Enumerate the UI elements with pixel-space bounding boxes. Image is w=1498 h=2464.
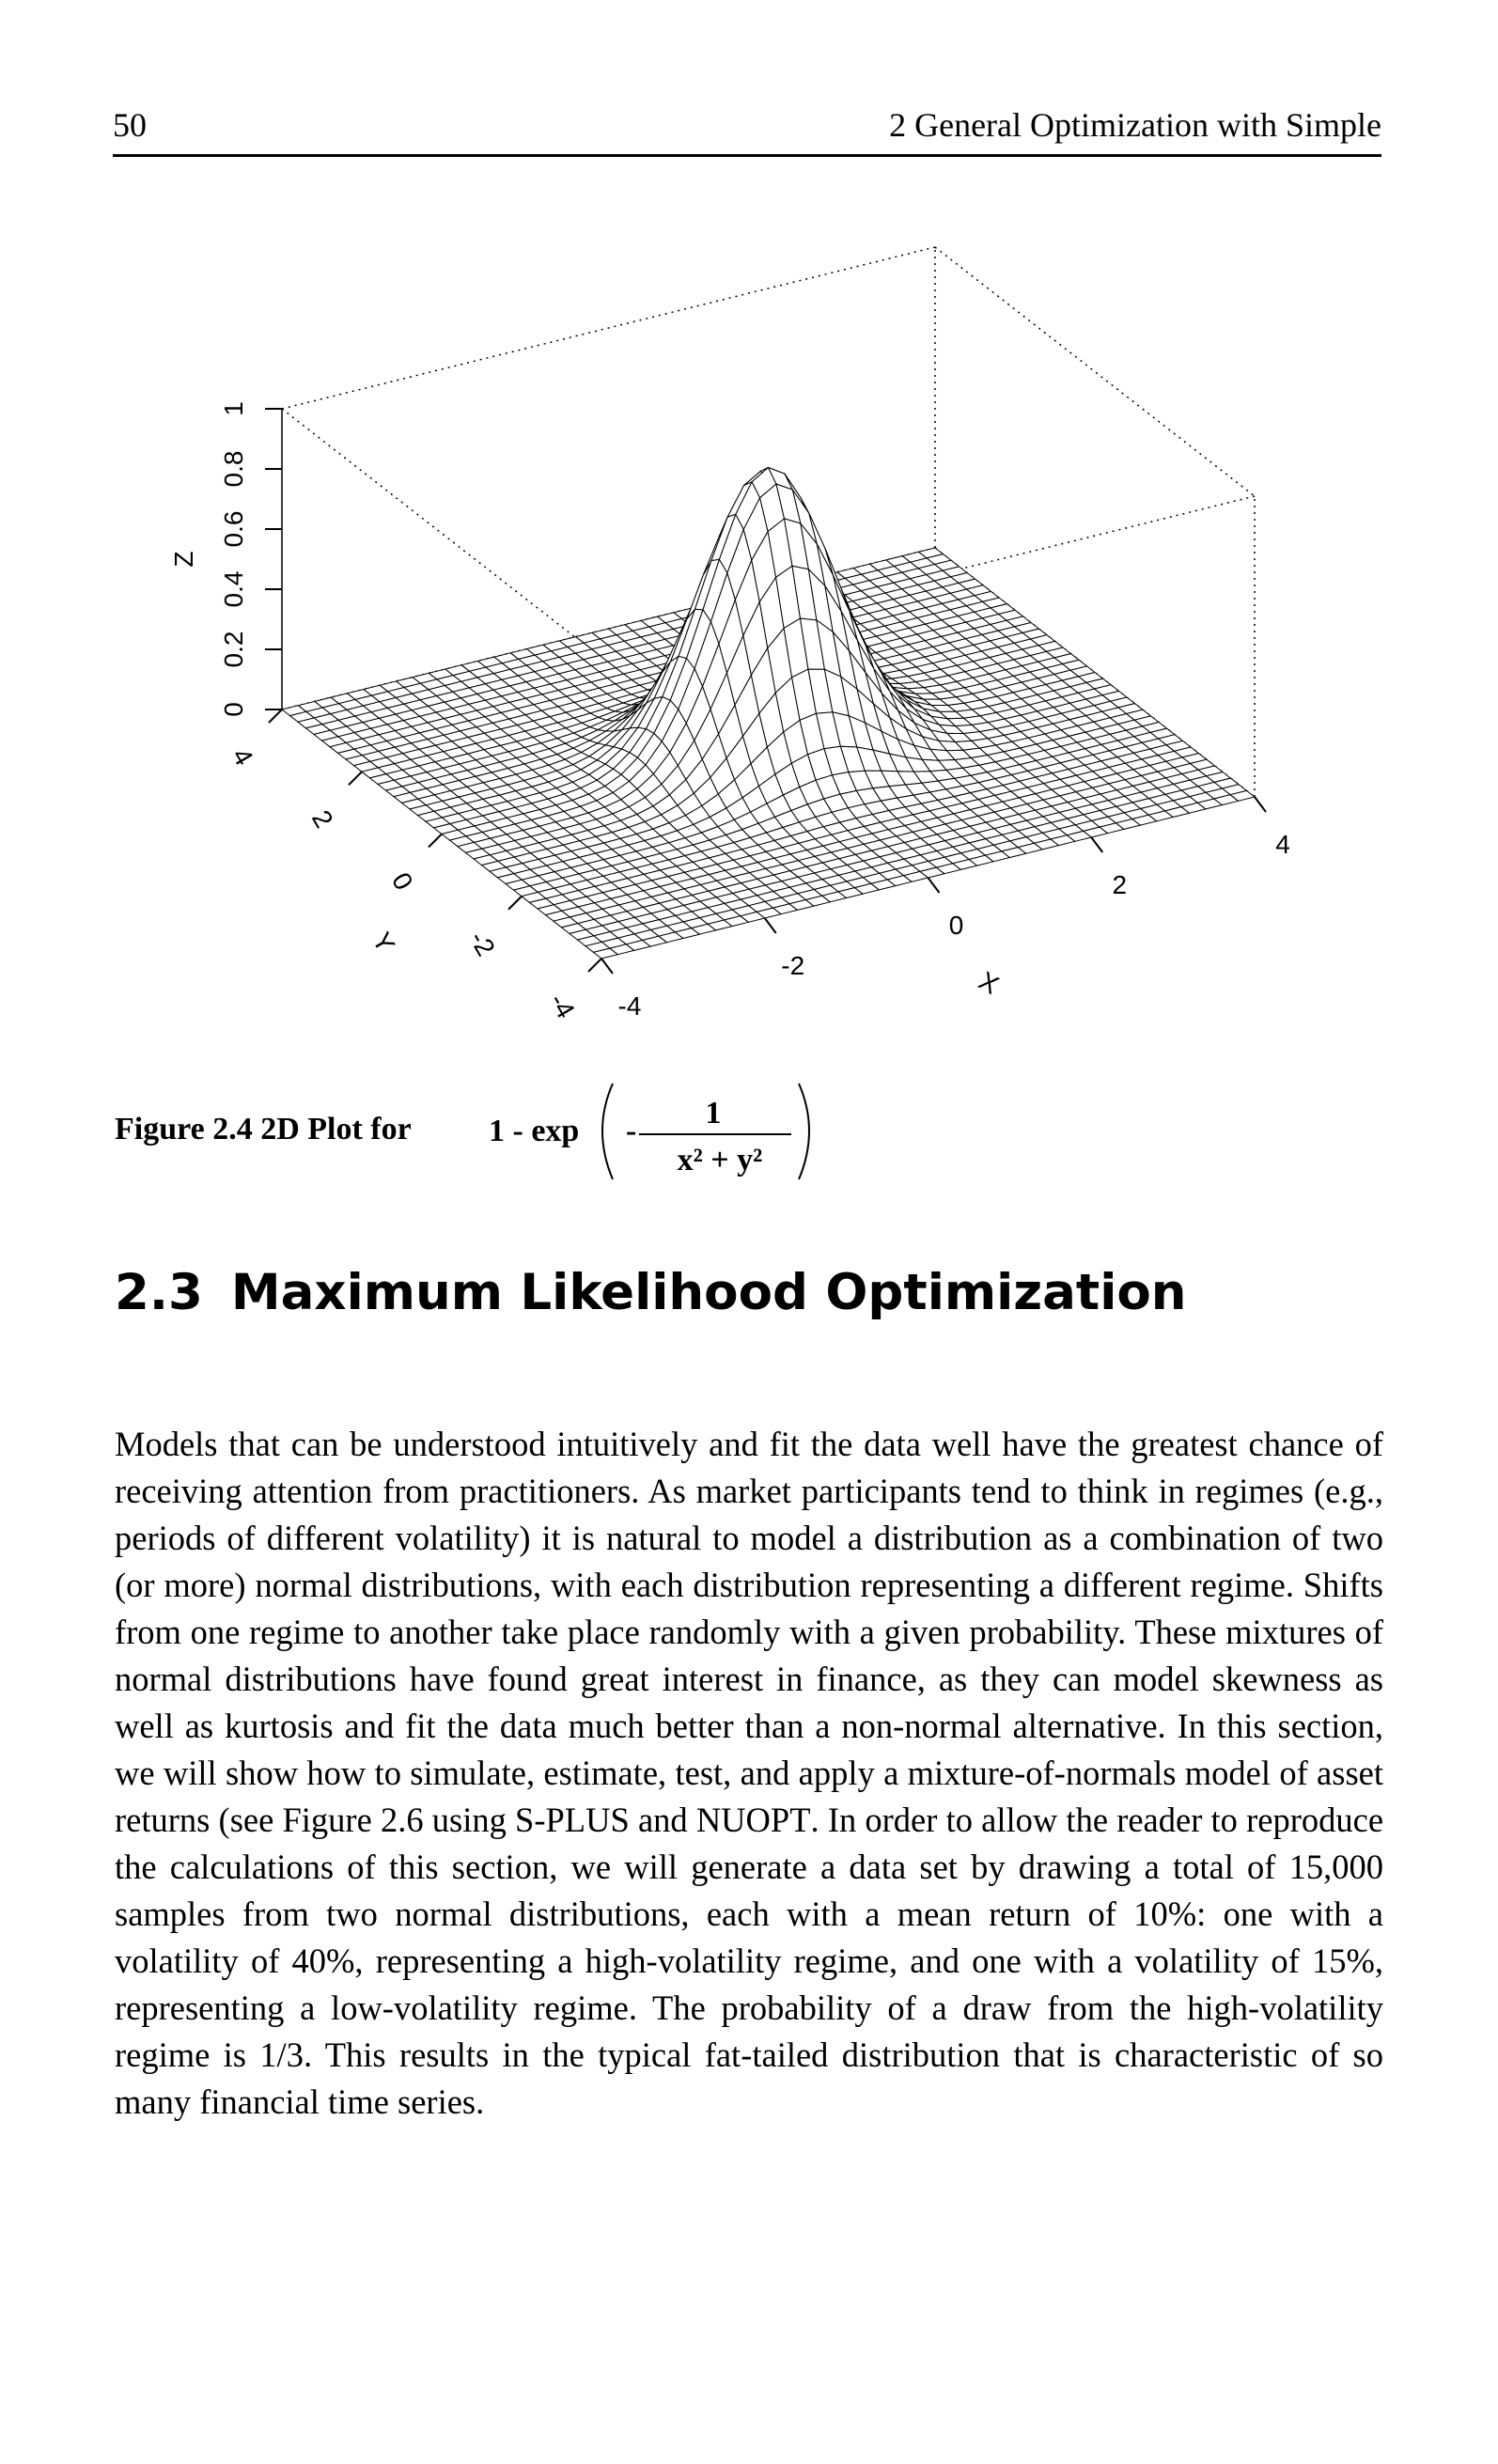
box-edge (935, 247, 1255, 496)
y-tick-label: -4 (543, 988, 581, 1023)
y-tick-label: -2 (463, 926, 501, 961)
paragraph-text-3: . This results in the typical fat-tailed distribution that is characteristic of so many financial time series. (115, 2035, 1384, 2121)
x-tick-label: 0 (948, 911, 964, 940)
formula-minus: - (626, 1114, 637, 1148)
surface-mesh (282, 468, 1255, 959)
page-number: 50 (113, 106, 147, 144)
z-tick-label: 0.4 (219, 570, 248, 608)
y-tick-label: 2 (305, 805, 339, 833)
x-tick-label: 4 (1275, 830, 1290, 859)
tick-mark (1091, 837, 1102, 852)
formula-left-paren (602, 1084, 613, 1179)
surface-plot (0, 0, 1498, 1062)
one-third-fraction: 1/3 (259, 2035, 304, 2074)
formula-right-paren (799, 1084, 809, 1179)
y-axis-label: Y (367, 927, 401, 958)
tick-mark (928, 878, 940, 893)
paragraph-text-1: Models that can be understood intuitively and fit the data well have the greatest chance of receiving attention from practitioners. As market participants tend to think in regimes (e.g., periods of different volatility) it is natural to model a distribution as a combination of two (or more) normal distributions, with each distribution representing a different regime. Shifts from one regime to another take place randomly with a given probability. These mixtures of normal distributions have found great interest in finance, as they can model skewness as well as kurtosis and fit the data much better than a non-normal alternative. In this section, we will show how to simulate, estimate, test, and apply a mixture-of-normals model of asset returns (see Figure 2.6 using (115, 1425, 1383, 1839)
box-edge (282, 409, 601, 658)
z-axis-label: Z (169, 551, 198, 568)
z-tick-label: 1 (219, 401, 248, 416)
tick-mark (588, 959, 601, 972)
tick-mark (349, 772, 362, 785)
x-axis-label: X (974, 965, 1005, 1000)
y-tick-label: 0 (385, 867, 419, 896)
running-title: 2 General Optimization with Simple (889, 106, 1381, 144)
section-title: Maximum Likelihood Optimization (230, 1264, 1187, 1321)
caption-label: Figure 2.4 2D Plot for (115, 1112, 412, 1146)
z-tick-label: 0.2 (219, 631, 248, 668)
tick-mark (508, 897, 522, 910)
formula-numerator: 1 (705, 1096, 722, 1131)
paragraph-and: and (637, 1801, 688, 1839)
y-tick-label: 4 (226, 742, 259, 771)
paragraph-text-2: . In order to allow the reader to reproduce the calculations of this section, we will generate a data set by drawing a total of 15,000 samples from two normal distributions, each with a mean return of 10%: one with a volatility of 40%, representing a high-volatility regime, and one with a volatility of 15%, representing a low-volatility regime. The probability of a draw from the high-volatility regime is (115, 1801, 1384, 2074)
tick-mark (429, 834, 442, 848)
tick-mark (765, 918, 776, 933)
formula-prefix: 1 - exp (489, 1114, 580, 1148)
box-edge (282, 247, 935, 409)
x-tick-label: 2 (1112, 870, 1128, 899)
tick-mark (1255, 797, 1266, 812)
caption-formula (115, 1076, 960, 1189)
x-tick-label: -4 (617, 991, 642, 1021)
z-tick-label: 0 (219, 702, 248, 717)
body-paragraph (115, 1421, 1383, 2126)
formula-denominator: x² + y² (677, 1143, 763, 1177)
splus-name: S-PLUS (515, 1801, 630, 1839)
figure-caption (115, 1076, 960, 1189)
z-tick-label: 0.8 (219, 450, 248, 488)
z-tick-label: 0.6 (219, 510, 248, 548)
tick-mark (601, 959, 613, 974)
section-heading (115, 1264, 1187, 1321)
tick-mark (269, 710, 282, 723)
nuopt-name: NUOPT (695, 1801, 811, 1839)
section-number: 2.3 (115, 1264, 203, 1321)
x-tick-label: -2 (781, 951, 805, 980)
